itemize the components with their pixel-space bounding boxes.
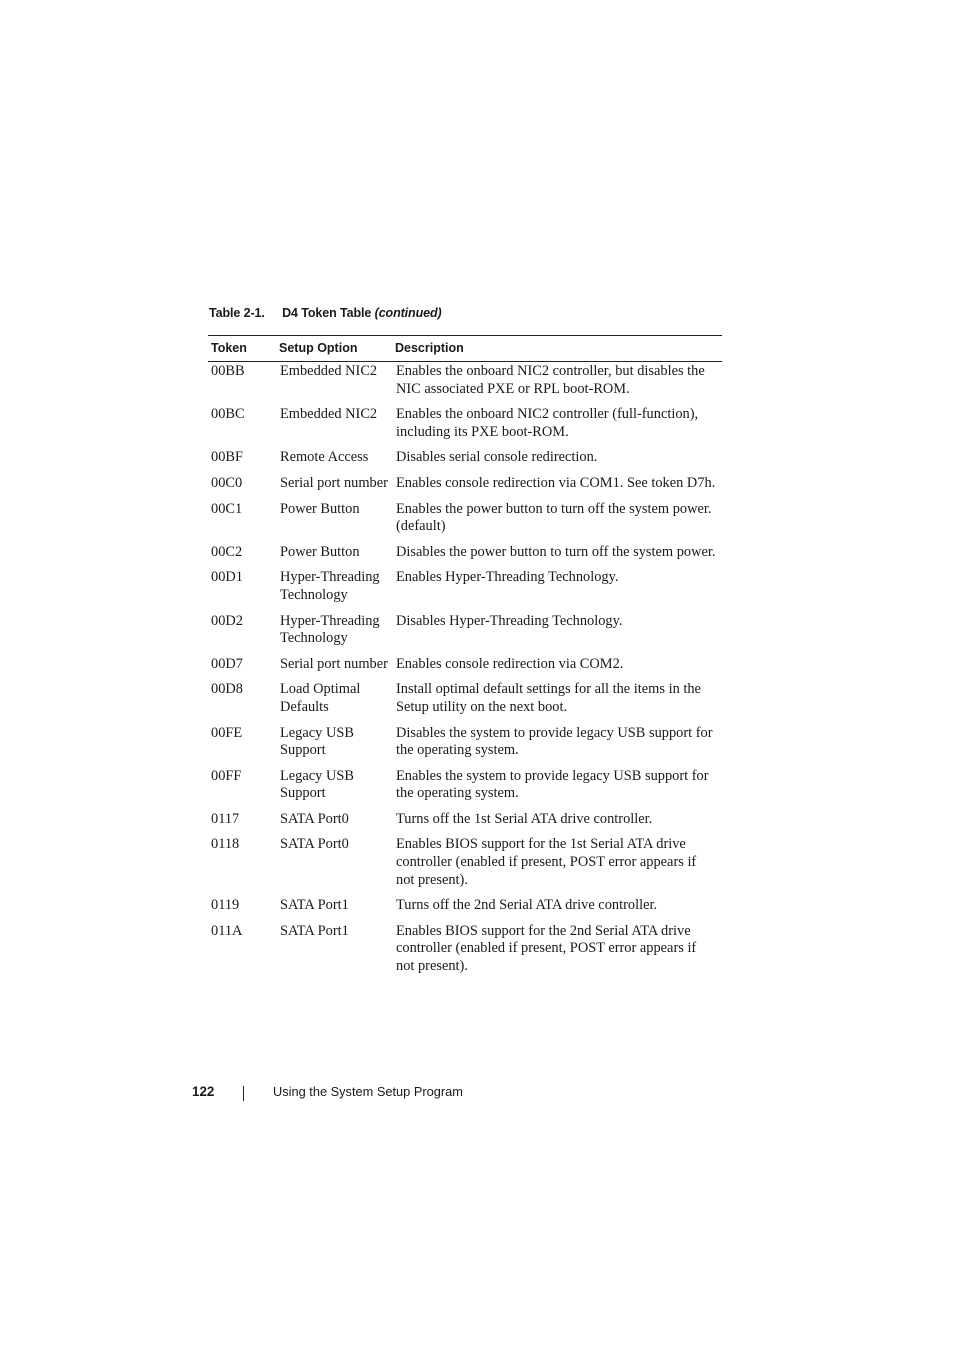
token-cell: 0117 — [211, 810, 240, 827]
header-description: Description — [392, 336, 722, 362]
table-row — [208, 923, 722, 984]
description-cell: Install optimal default settings for all the items in the Setup utility on the next boot. — [396, 681, 701, 715]
setup-option-cell: SATA Port1 — [280, 922, 349, 939]
description-cell: Enables console redirection via COM2. — [396, 655, 624, 672]
description-cell: Enables console redirection via COM1. See token D7h. — [396, 474, 716, 491]
description-cell: Enables the onboard NIC2 controller (full-function), including its PXE boot-ROM. — [396, 406, 699, 440]
table-caption — [209, 306, 442, 320]
table-row — [208, 449, 722, 475]
description-cell: Disables the power button to turn off the system power. — [396, 543, 716, 560]
table-row — [208, 811, 722, 837]
table-row — [208, 406, 722, 449]
description-cell: Disables the system to provide legacy USB support for the operating system. — [396, 724, 713, 759]
setup-option-cell: Power Button — [280, 500, 360, 517]
token-cell: 00C2 — [211, 543, 243, 560]
description-cell: Disables serial console redirection. — [396, 449, 598, 466]
table-row — [208, 656, 722, 682]
token-cell: 00D1 — [211, 569, 243, 586]
setup-option-cell: Legacy USB Support — [280, 767, 354, 802]
setup-option-cell: SATA Port0 — [280, 836, 349, 853]
token-cell: 011A — [211, 922, 243, 939]
setup-option-cell: Embedded NIC2 — [280, 406, 378, 423]
token-cell: 00D8 — [211, 681, 243, 698]
table-row — [208, 544, 722, 570]
setup-option-cell: Remote Access — [280, 449, 369, 466]
header-setup-option: Setup Option — [276, 336, 392, 362]
description-cell: Turns off the 2nd Serial ATA drive controller. — [396, 897, 658, 914]
table-row — [208, 681, 722, 724]
table-body — [208, 362, 722, 984]
setup-option-cell: SATA Port0 — [280, 810, 349, 827]
setup-option-cell: Legacy USB Support — [280, 724, 354, 759]
description-cell: Enables BIOS support for the 1st Serial ATA drive controller (enabled if present, POST error appears if not present). — [396, 836, 697, 888]
setup-option-cell: Load Optimal Defaults — [280, 681, 361, 715]
token-table — [208, 335, 722, 984]
token-cell: 00BB — [211, 363, 245, 379]
token-cell: 00C0 — [211, 474, 243, 491]
table-header-row — [208, 336, 722, 362]
table-title: D4 Token Table — [282, 306, 372, 320]
section-title: Using the System Setup Program — [273, 1084, 463, 1099]
header-token: Token — [208, 336, 276, 362]
token-cell: 00C1 — [211, 500, 243, 517]
token-cell: 00FF — [211, 767, 242, 784]
table-row — [208, 501, 722, 544]
table-row — [208, 725, 722, 768]
token-cell: 00BF — [211, 449, 243, 466]
description-cell: Enables the onboard NIC2 controller, but disables the NIC associated PXE or RPL boot-ROM. — [396, 363, 705, 397]
description-cell: Turns off the 1st Serial ATA drive controller. — [396, 810, 653, 827]
setup-option-cell: Hyper-Threading Technology — [280, 569, 380, 603]
table-continued-label: (continued) — [374, 306, 442, 320]
token-cell: 00D2 — [211, 612, 243, 629]
table-row — [208, 768, 722, 811]
description-cell: Enables the power button to turn off the system power. (default) — [396, 500, 712, 535]
token-cell: 00D7 — [211, 655, 243, 672]
page-number: 122 — [192, 1084, 215, 1099]
table-row — [208, 569, 722, 612]
table-row — [208, 613, 722, 656]
token-table-container — [208, 335, 722, 984]
page-footer — [0, 1084, 954, 1104]
token-cell: 00FE — [211, 724, 243, 741]
setup-option-cell: Embedded NIC2 — [280, 363, 378, 379]
description-cell: Disables Hyper-Threading Technology. — [396, 612, 623, 629]
description-cell: Enables BIOS support for the 2nd Serial ATA drive controller (enabled if present, POST error appears if not present). — [396, 922, 697, 975]
table-row — [208, 836, 722, 897]
setup-option-cell: SATA Port1 — [280, 897, 349, 914]
footer-separator — [243, 1086, 244, 1101]
table-number: Table 2-1. — [209, 306, 265, 320]
table-row — [208, 475, 722, 501]
token-cell: 00BC — [211, 406, 245, 423]
description-cell: Enables the system to provide legacy USB support for the operating system. — [396, 767, 709, 802]
table-row — [208, 897, 722, 923]
setup-option-cell: Hyper-Threading Technology — [280, 612, 380, 647]
setup-option-cell: Serial port number — [280, 655, 388, 672]
table-row — [208, 362, 722, 407]
token-cell: 0119 — [211, 897, 240, 914]
setup-option-cell: Power Button — [280, 543, 360, 560]
description-cell: Enables Hyper-Threading Technology. — [396, 569, 619, 586]
setup-option-cell: Serial port number — [280, 474, 388, 491]
token-cell: 0118 — [211, 836, 240, 853]
